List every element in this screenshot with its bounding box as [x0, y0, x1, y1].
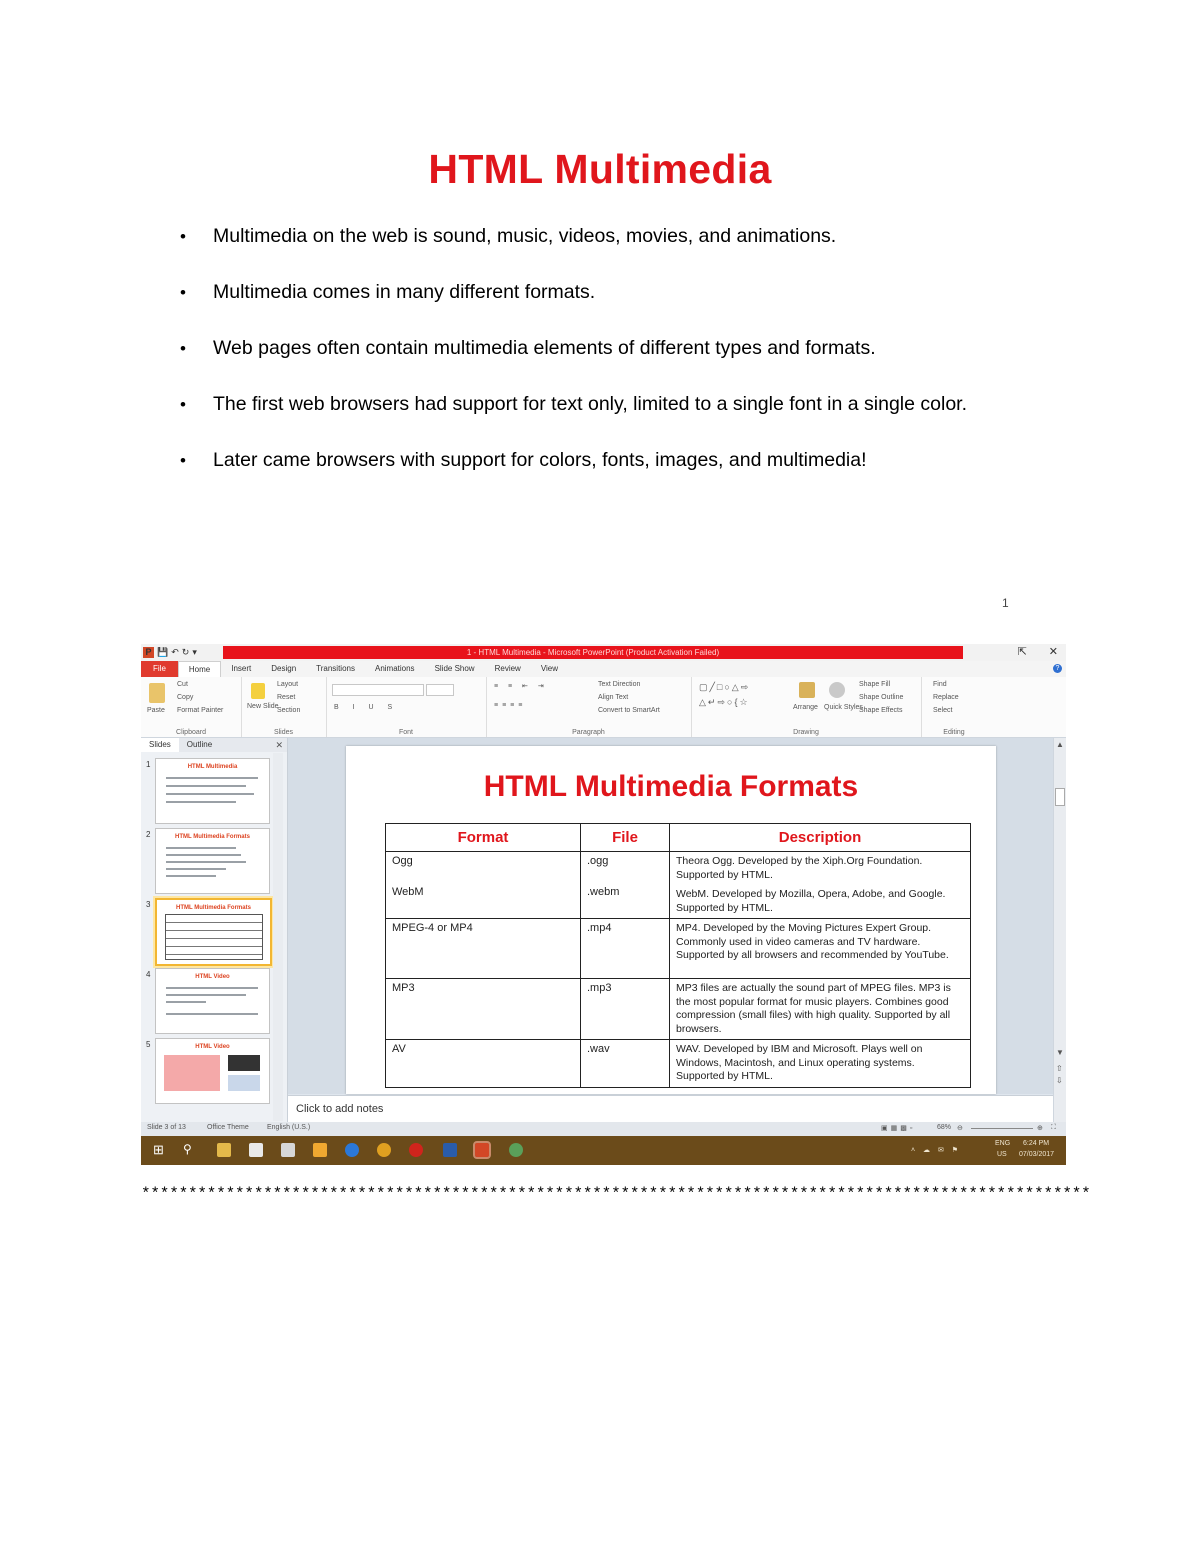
bullet-item: • Multimedia comes in many different formats. [178, 280, 978, 305]
bullet-item: • Web pages often contain multimedia elements of different types and formats. [178, 336, 978, 361]
clock-time[interactable]: 6:24 PM [1023, 1140, 1050, 1147]
scroll-down-icon[interactable]: ▼ [1056, 1048, 1064, 1057]
slide-thumbnail-1[interactable] [155, 758, 270, 824]
view-buttons[interactable]: ▣▦▩▫ [881, 1125, 916, 1132]
shape-effects-button[interactable]: Shape Effects [859, 707, 903, 714]
quick-access-toolbar [143, 646, 197, 659]
scroll-thumb[interactable] [1055, 788, 1065, 806]
zoom-out-icon[interactable]: ⊖ [957, 1125, 963, 1132]
table-row [386, 852, 971, 919]
arrange-icon[interactable] [799, 682, 815, 698]
powerpoint-icon[interactable] [475, 1143, 489, 1157]
table-row [386, 1040, 971, 1088]
drawing-group [691, 677, 922, 737]
slide-thumbnail-4[interactable] [155, 968, 270, 1034]
start-icon[interactable]: ⊞ [153, 1142, 164, 1157]
next-slide-icon[interactable]: ⇩ [1056, 1076, 1063, 1085]
new-slide-button[interactable]: New Slide [247, 703, 279, 710]
close-icon[interactable]: ✕ [1048, 646, 1058, 658]
file-cell: .mp4 [581, 919, 670, 979]
reset-button[interactable]: Reset [277, 694, 296, 701]
powerpoint-screenshot [141, 644, 1066, 1165]
description-cell: Theora Ogg. Developed by the Xiph.Org Foundation. Supported by HTML. [676, 855, 923, 881]
drawing-group-label: Drawing [793, 729, 819, 736]
clipboard-group [141, 677, 242, 737]
title-bar [141, 644, 1066, 661]
select-button[interactable]: Select [933, 707, 953, 714]
new-slide-icon[interactable] [251, 683, 265, 699]
restore-icon[interactable]: ⇱ [1017, 646, 1027, 658]
cut-button[interactable]: Cut [177, 681, 188, 688]
formats-table [385, 823, 971, 1088]
font-size-select[interactable] [426, 684, 454, 696]
file-explorer-icon[interactable] [217, 1143, 231, 1157]
list-icons[interactable]: ≡ ≡ ⇤ ⇥ [494, 683, 548, 690]
store-icon[interactable] [249, 1143, 263, 1157]
paragraph-group-label: Paragraph [572, 729, 605, 736]
windows-taskbar [141, 1136, 1066, 1165]
table-header-format: Format [386, 824, 581, 852]
find-button[interactable]: Find [933, 681, 947, 688]
scroll-up-icon[interactable]: ▲ [1056, 740, 1064, 749]
slide-thumbnail-2[interactable] [155, 828, 270, 894]
slides-group-label: Slides [273, 729, 294, 736]
previous-slide-icon[interactable]: ⇧ [1056, 1064, 1063, 1073]
thumbnail-title: HTML Video [195, 1044, 230, 1050]
zoom-slider[interactable] [971, 1128, 1033, 1129]
description-cell: WebM. Developed by Mozilla, Opera, Adobe, and Google. Supported by HTML. [676, 888, 946, 914]
editor-scrollbar[interactable] [1053, 738, 1066, 1122]
word-icon[interactable] [443, 1143, 457, 1157]
tab-design[interactable]: Design [271, 664, 297, 673]
editing-group-label: Editing [943, 729, 965, 736]
chrome-icon[interactable] [377, 1143, 391, 1157]
table-row [386, 919, 971, 979]
section-button[interactable]: Section [277, 707, 301, 714]
thumbnail-title: HTML Multimedia Formats [176, 905, 251, 911]
tab-review[interactable]: Review [494, 664, 521, 673]
bullet-item: • Later came browsers with support for colors, fonts, images, and multimedia! [178, 448, 978, 473]
status-bar [141, 1122, 1066, 1136]
undo-icon[interactable]: ↶ [171, 647, 179, 657]
tab-insert[interactable]: Insert [231, 664, 252, 673]
pane-close-icon[interactable]: ✕ [275, 740, 283, 750]
theme-name: Office Theme [207, 1124, 249, 1131]
tab-slides[interactable]: Slides [141, 738, 179, 752]
file-cell: .ogg [587, 855, 609, 867]
ribbon [141, 677, 1066, 738]
file-cell: .mp3 [581, 979, 670, 1040]
slide-count: Slide 3 of 13 [147, 1124, 186, 1131]
file-cell: .wav [581, 1040, 670, 1088]
slides-group [241, 677, 327, 737]
thumbnail-number: 5 [146, 1040, 151, 1049]
format-cell: MPEG-4 or MP4 [386, 919, 581, 979]
shape-fill-button[interactable]: Shape Fill [859, 681, 891, 688]
arrange-button[interactable]: Arrange [793, 704, 818, 711]
separator-line: ***************************************************************************************************** [141, 1185, 1091, 1203]
slide-editor [288, 738, 1053, 1094]
slide-thumbnail-3[interactable] [155, 898, 272, 966]
paste-icon[interactable] [149, 683, 165, 703]
zoom-in-icon[interactable]: ⊕ [1037, 1125, 1043, 1132]
qat-dropdown-icon[interactable]: ▾ [192, 647, 197, 657]
thumbnail-number: 4 [146, 970, 151, 979]
thumbnail-number: 2 [146, 830, 151, 839]
paste-button[interactable]: Paste [147, 707, 165, 714]
shapes-gallery[interactable]: ▢╱□○△⇨ [699, 682, 751, 692]
table-header-file: File [581, 824, 670, 852]
font-format-icons[interactable]: B I U S [334, 704, 399, 711]
slides-pane-scrollbar[interactable] [273, 753, 283, 1121]
page-number: 1 [1002, 596, 1009, 610]
slide-canvas[interactable] [346, 746, 996, 1094]
redo-icon[interactable]: ↻ [181, 647, 190, 657]
file-cell: .webm [587, 886, 620, 898]
powerpoint-app-icon: P [143, 647, 154, 658]
description-cell: MP3 files are actually the sound part of MPEG files. MP3 is the most popular format for music players. Combines good compression (small files) with high quality. Supported by all browsers. [670, 979, 971, 1040]
thumbnail-number: 3 [146, 900, 151, 909]
window-controls [1018, 645, 1058, 658]
thumbnail-title: HTML Video [195, 974, 230, 980]
shapes-gallery-row2[interactable]: △↵⇨○{☆ [699, 697, 750, 707]
app-icon[interactable] [313, 1143, 327, 1157]
slide-title: HTML Multimedia Formats [483, 770, 859, 803]
notes-pane[interactable] [288, 1095, 1053, 1123]
slides-pane [141, 738, 288, 1122]
align-icons[interactable]: ≡≡≡≡ [494, 702, 527, 709]
region-label: US [997, 1151, 1007, 1158]
description-cell: MP4. Developed by the Moving Pictures Expert Group. Commonly used in video cameras and TV hardware. Supported by all browsers and recommended by YouTube. [670, 919, 971, 979]
quick-styles-icon[interactable] [829, 682, 845, 698]
documents-icon[interactable] [281, 1143, 295, 1157]
thumbnail-title: HTML Multimedia [187, 764, 238, 770]
format-cell: Ogg [392, 855, 413, 867]
tab-slide-show[interactable]: Slide Show [434, 664, 475, 673]
fit-slide-icon[interactable]: ⛶ [1051, 1124, 1056, 1131]
format-cell: WebM [392, 886, 424, 898]
pane-tabs [141, 738, 287, 752]
help-icon[interactable]: ? [1053, 664, 1062, 673]
font-group-label: Font [398, 729, 413, 736]
replace-button[interactable]: Replace [933, 694, 959, 701]
shape-outline-button[interactable]: Shape Outline [859, 694, 904, 701]
window-title: 1 - HTML Multimedia - Microsoft PowerPoint (Product Activation Failed) [466, 648, 720, 657]
bullet-item: • Multimedia on the web is sound, music, videos, movies, and animations. [178, 224, 978, 249]
format-cell: AV [386, 1040, 581, 1088]
clock-date: 07/03/2017 [1019, 1151, 1055, 1158]
format-cell: MP3 [386, 979, 581, 1040]
editing-group [921, 677, 987, 737]
align-text-button[interactable]: Align Text [598, 694, 629, 701]
opera-icon[interactable] [409, 1143, 423, 1157]
page-title: HTML Multimedia [428, 146, 772, 192]
thumbnail-number: 1 [146, 760, 151, 769]
ribbon-tabs [141, 661, 1066, 677]
tab-home[interactable]: Home [178, 661, 221, 678]
copy-button[interactable]: Copy [177, 694, 194, 701]
layout-button[interactable]: Layout [277, 681, 299, 688]
bullet-list [178, 224, 978, 504]
save-icon[interactable]: 💾 [157, 647, 169, 657]
tab-animations[interactable]: Animations [374, 664, 415, 673]
zoom-level[interactable]: 68% [937, 1124, 952, 1131]
text-direction-button[interactable]: Text Direction [598, 681, 641, 688]
language-indicator[interactable]: English (U.S.) [267, 1124, 311, 1131]
description-cell: WAV. Developed by IBM and Microsoft. Plays well on Windows, Macintosh, and Linux operating systems. Supported by HTML. [670, 1040, 971, 1088]
notes-placeholder: Click to add notes [296, 1103, 384, 1115]
tab-view[interactable]: View [540, 664, 559, 673]
system-tray-icons[interactable]: ˄ ☁ ✉ ⚑ [911, 1147, 962, 1154]
browser-icon[interactable] [509, 1143, 523, 1157]
tab-outline[interactable]: Outline [186, 740, 213, 749]
language-label[interactable]: ENG [995, 1140, 1011, 1147]
thumbnail-title: HTML Multimedia Formats [175, 834, 250, 840]
table-header-description: Description [670, 824, 971, 852]
clipboard-group-label: Clipboard [176, 729, 206, 736]
quick-styles-button[interactable]: Quick Styles [824, 704, 863, 711]
slide-thumbnail-5[interactable] [155, 1038, 270, 1104]
tab-transitions[interactable]: Transitions [316, 664, 355, 673]
font-name-select[interactable] [332, 684, 424, 696]
convert-smartart-button[interactable]: Convert to SmartArt [598, 707, 660, 714]
bullet-item: • The first web browsers had support for text only, limited to a single font in a single color. [178, 392, 978, 417]
search-icon[interactable]: ⚲ [183, 1142, 192, 1156]
format-painter-button[interactable]: Format Painter [177, 707, 224, 714]
table-row [386, 979, 971, 1040]
paragraph-group [486, 677, 692, 737]
edge-icon[interactable] [345, 1143, 359, 1157]
font-group [326, 677, 487, 737]
tab-file[interactable]: File [141, 661, 178, 677]
